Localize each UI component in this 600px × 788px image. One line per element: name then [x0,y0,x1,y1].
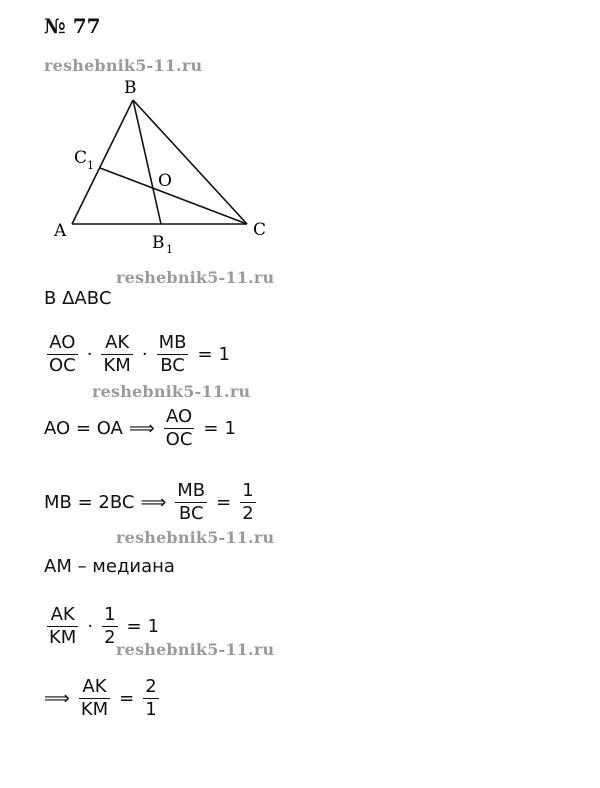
watermark: reshebnik5-11.ru [116,640,275,659]
fraction: $\frac{MB}{BC}$ [177,480,206,524]
label-o: O [158,171,172,191]
label-b: B [124,78,137,98]
fraction: $\frac{MB}{BC}$ [158,332,187,376]
fraction: $\frac{2}{1}$ [145,676,157,720]
cevian-cc1 [100,168,247,224]
cevian-bb1 [133,100,161,224]
label-a: A [54,221,67,241]
label-c1-sub: 1 [87,159,94,172]
equation-ceva: $\frac{AO}{OC}$ · $\frac{AK}{KM}$ · $\frac{MB}{BC}$ = 1 [49,332,230,376]
median-line: AM – медиана [44,556,175,577]
label-b1-sub: 1 [166,243,173,256]
label-c: C [253,220,267,240]
fraction: $\frac{1}{2}$ [104,604,116,648]
watermark: reshebnik5-11.ru [116,528,275,547]
triangle-figure [0,0,600,260]
fraction: $\frac{AK}{KM}$ [103,332,131,376]
label-b1: B [152,233,165,253]
equation-ak-km: $\frac{AK}{KM}$ · $\frac{1}{2}$ = 1 [49,604,160,648]
watermark: reshebnik5-11.ru [44,56,203,75]
equation-result: ⟹ $\frac{AK}{KM}$ = $\frac{2}{1}$ [44,676,157,720]
equation-mb-bc: MB = 2BC ⟹ $\frac{MB}{BC}$ = $\frac{1}{2}$ [44,480,254,524]
fraction: $\frac{AO}{OC}$ [49,332,76,376]
equation-ao-oa: AO = OA ⟹ $\frac{AO}{OC}$ = 1 [44,406,236,450]
intro-line: В ΔАВС [44,288,112,309]
label-c1: C [74,148,88,168]
fraction: $\frac{AO}{OC}$ [165,406,193,450]
fraction: $\frac{1}{2}$ [242,480,254,524]
side-bc [133,100,247,224]
fraction: $\frac{AK}{KM}$ [49,604,77,648]
watermark: reshebnik5-11.ru [92,382,251,401]
watermark: reshebnik5-11.ru [116,268,275,287]
fraction: $\frac{AK}{KM}$ [80,676,109,720]
problem-number: № 77 [44,14,101,38]
